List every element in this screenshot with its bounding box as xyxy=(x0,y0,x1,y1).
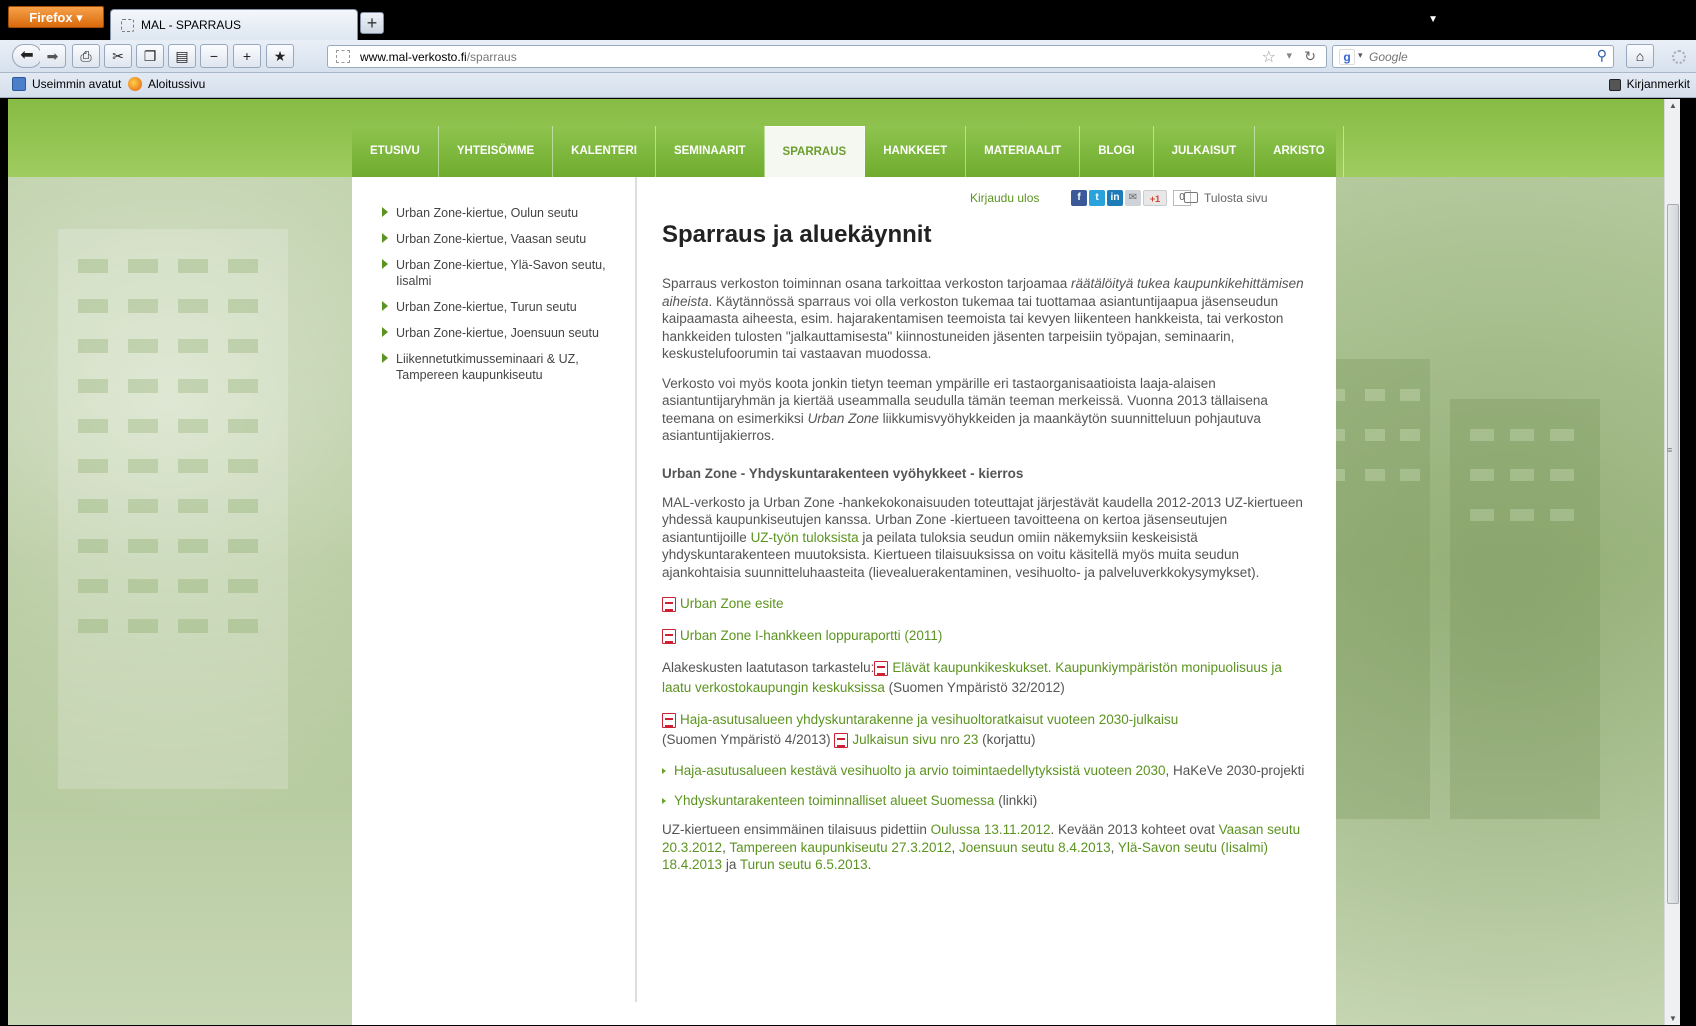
linkedin-icon[interactable]: in xyxy=(1107,190,1123,206)
events-paragraph: UZ-kiertueen ensimmäinen tilaisuus pidettiin Oulussa 13.11.2012. Kevään 2013 kohteet ovat Vaasan seutu 20.3.2012, Tampereen kaupunkiseutu 27.3.2012, Joensuun seutu 8.4.2013, Ylä-Savon seutu (Iisalmi) 18.4.2013 ja Turun seutu 6.5.2013. xyxy=(662,822,1301,872)
page-icon xyxy=(121,19,134,32)
nav-arkisto[interactable]: ARKISTO xyxy=(1255,126,1344,177)
subcentre-paragraph: Alakeskusten laatutason tarkastelu: Elävät kaupunkikeskukset. Kaupunkiympäristön monipuolisuus ja laatu verkostokaupungin keskuksissa (Suomen Ympäristö 32/2012) xyxy=(662,660,1282,695)
urban-zone-brochure-link[interactable]: Urban Zone esite xyxy=(680,596,784,611)
copy-icon[interactable]: ❐ xyxy=(136,44,164,68)
nav-hankkeet[interactable]: HANKKEET xyxy=(865,126,966,177)
rural-paragraph: Haja-asutusalueen yhdyskuntarakenne ja vesihuoltoratkaisut vuoteen 2030-julkaisu (Suomen Ympäristö 4/2013) Julkaisun sivu nro 23 (korjattu) xyxy=(662,712,1179,747)
nav-materiaalit[interactable]: MATERIAALIT xyxy=(966,126,1080,177)
page-23-link[interactable]: Julkaisun sivu nro 23 xyxy=(852,732,979,747)
nav-yhteisomme[interactable]: YHTEISÖMME xyxy=(439,126,553,177)
bookmarks-menu-icon xyxy=(1609,79,1621,91)
bookmark-most-visited[interactable]: Useimmin avatut xyxy=(12,77,121,91)
search-input[interactable] xyxy=(1369,48,1579,65)
event-tampere-link[interactable]: Tampereen kaupunkiseutu 27.3.2012 xyxy=(729,839,952,855)
event-joensuu-link[interactable]: Joensuun seutu 8.4.2013 xyxy=(959,839,1111,855)
nav-seminaarit[interactable]: SEMINAARIT xyxy=(656,126,765,177)
site-main-nav xyxy=(352,126,1336,177)
scroll-down-arrow-icon[interactable]: ▼ xyxy=(1669,1014,1677,1023)
sidebar-item-turku[interactable]: Urban Zone-kiertue, Turun seutu xyxy=(352,299,635,315)
background-building-left xyxy=(48,189,338,809)
event-oulu-link[interactable]: Oulussa 13.11.2012 xyxy=(930,822,1051,837)
bookmarks-toolbar xyxy=(0,73,1696,98)
facebook-icon[interactable]: f xyxy=(1071,190,1087,206)
browser-tab-bar xyxy=(0,0,1696,40)
back-button[interactable]: ⬅ xyxy=(12,44,42,68)
navigation-toolbar xyxy=(0,40,1696,73)
forward-button[interactable]: ➡ xyxy=(40,44,66,68)
url-host: www.mal-verkosto.fi xyxy=(360,50,467,64)
url-path: /sparraus xyxy=(466,50,517,64)
pdf-icon xyxy=(834,733,848,748)
link-arrow-icon xyxy=(662,768,666,774)
sidebar-item-vaasa[interactable]: Urban Zone-kiertue, Vaasan seutu xyxy=(352,231,635,247)
google-icon[interactable]: g xyxy=(1339,49,1355,65)
pdf-icon xyxy=(662,713,676,728)
tab-title: MAL - SPARRAUS xyxy=(141,18,242,32)
bullet-arrow-icon xyxy=(382,259,388,269)
scrollbar-thumb[interactable] xyxy=(1667,204,1679,904)
functional-areas-link[interactable]: Yhdyskuntarakenteen toiminnalliset alueet Suomessa xyxy=(674,792,995,808)
email-icon[interactable]: ✉ xyxy=(1125,190,1141,206)
background-building-right xyxy=(1290,339,1620,839)
section-heading: Urban Zone - Yhdyskuntarakenteen vyöhykkeet - kierros xyxy=(662,465,1024,481)
most-visited-icon xyxy=(12,77,26,91)
new-tab-button[interactable]: + xyxy=(360,12,384,34)
logout-link[interactable]: Kirjaudu ulos xyxy=(970,191,1040,205)
utility-bar xyxy=(662,191,1306,211)
address-bar[interactable] xyxy=(327,45,1327,68)
bullet-arrow-icon xyxy=(382,353,388,363)
share-count: 0 xyxy=(1173,190,1191,206)
sidebar-item-tampere[interactable]: Liikennetutkimusseminaari & UZ, Tampereen kaupunkiseutu xyxy=(352,351,635,383)
scroll-up-arrow-icon[interactable]: ▲ xyxy=(1669,101,1677,110)
vertical-scrollbar[interactable] xyxy=(1664,99,1680,1025)
nav-etusivu[interactable]: ETUSIVU xyxy=(352,126,439,177)
firefox-menu-button[interactable]: Firefox ▾ xyxy=(8,6,104,28)
browser-tab[interactable] xyxy=(110,9,358,40)
sidebar-item-oulu[interactable]: Urban Zone-kiertue, Oulun seutu xyxy=(352,205,635,221)
loading-icon xyxy=(1672,50,1686,64)
print-icon[interactable]: ⎙ xyxy=(72,44,100,68)
paste-icon[interactable]: ▤ xyxy=(168,44,196,68)
event-yla-savo-link[interactable]: Ylä-Savon seutu (Iisalmi) 18.4.2013 xyxy=(662,839,1268,872)
pdf-icon xyxy=(662,629,676,644)
page-viewport xyxy=(8,99,1680,1025)
printer-icon xyxy=(1184,192,1198,203)
nav-blogi[interactable]: BLOGI xyxy=(1080,126,1153,177)
bookmarks-menu-button[interactable]: Kirjanmerkit xyxy=(1609,77,1690,91)
cut-icon[interactable]: ✂ xyxy=(104,44,132,68)
zoom-in-button[interactable]: + xyxy=(233,44,261,68)
print-page-link[interactable]: Tulosta sivu xyxy=(1184,191,1268,205)
bullet-arrow-icon xyxy=(382,327,388,337)
nav-kalenteri[interactable]: KALENTERI xyxy=(553,126,656,177)
pdf-icon xyxy=(662,597,676,612)
intro-paragraph: Sparraus verkoston toiminnan osana tarkoittaa verkoston tarjoamaa räätälöityä tukea kaupunkikehittämisen aiheista. Käytännössä sparraus voi olla verkoston tukemaa tai tuottamaa asiantuntijaapua jäsenseudun kaipaamasta aiheesta, esim. hajarakentamisen teemoista tai kevyen liikenteen hankkeista, tai verkoston hankkeiden tulosten "jalkauttamisesta" kiinnostuneiden jäsenten tarpeisiin työpajan, seminaarin, keskustelufoorumin tai vastaavan muodossa. xyxy=(662,276,1304,361)
search-engine-dropdown-icon[interactable]: ▾ xyxy=(1358,50,1363,60)
bullet-arrow-icon xyxy=(382,301,388,311)
bullet-arrow-icon xyxy=(382,233,388,243)
uz-results-link[interactable]: UZ-työn tuloksista xyxy=(750,529,859,545)
page-title: Sparraus ja aluekäynnit xyxy=(662,221,932,248)
tab-list-chevron-icon[interactable]: ▼ xyxy=(1428,14,1438,25)
nav-julkaisut[interactable]: JULKAISUT xyxy=(1154,126,1256,177)
functional-areas-paragraph: Yhdyskuntarakenteen toiminnalliset alueet Suomessa (linkki) xyxy=(662,792,1306,810)
nav-sparraus[interactable]: SPARRAUS xyxy=(765,126,866,177)
history-dropdown-icon[interactable]: ▾ xyxy=(1286,50,1292,62)
link-arrow-icon xyxy=(662,798,666,804)
elavat-kaupunkikeskukset-link[interactable]: Elävät kaupunkikeskukset. Kaupunkiympäristön monipuolisuus ja laatu verkostokaupungin keskuksissa xyxy=(662,660,1282,695)
search-bar[interactable] xyxy=(1332,45,1614,68)
pdf-icon xyxy=(874,661,888,676)
home-button[interactable]: ⌂ xyxy=(1626,44,1654,68)
event-vaasa-link[interactable]: Vaasan seutu 20.3.2012 xyxy=(662,822,1301,855)
main-content xyxy=(639,177,1336,1025)
scrollbar-grip-icon: ≡ xyxy=(1667,445,1673,455)
event-turku-link[interactable]: Turun seutu 6.5.2013 xyxy=(739,857,868,872)
share-buttons xyxy=(1071,190,1191,206)
site-identity-icon xyxy=(336,50,350,63)
zoom-out-button[interactable]: − xyxy=(200,44,228,68)
haja-asutusalue-report-link[interactable]: Haja-asutusalueen yhdyskuntarakenne ja vesihuoltoratkaisut vuoteen 2030-julkaisu xyxy=(680,712,1179,727)
content-panel xyxy=(352,177,1336,1025)
urban-zone-report-link[interactable]: Urban Zone I-hankkeen loppuraportti (2011) xyxy=(680,627,943,643)
reload-icon[interactable]: ↻ xyxy=(1304,48,1316,64)
bullet-arrow-icon xyxy=(382,207,388,217)
second-paragraph: Verkosto voi myös koota jonkin tietyn teeman ympärille eri tastaorganisaatioista laaja-alaisen asiantuntijaryhmän ja kiertää useammalla seudulla tämän teeman merkeissä. Vuonna 2013 tällaisena teemana on esimerkiksi Urban Zone liikkumisvyöhykkeiden ja maankäytön suunnitteluun pohjautuva asiantuntijakierros. xyxy=(662,375,1268,443)
firefox-icon xyxy=(128,77,142,91)
google-plus-button[interactable]: +1 xyxy=(1143,190,1167,206)
sidebar-item-yla-savo[interactable]: Urban Zone-kiertue, Ylä-Savon seutu, Iisalmi xyxy=(352,257,635,289)
hakeve-link[interactable]: Haja-asutusalueen kestävä vesihuolto ja arvio toimintaedellytyksistä vuoteen 2030 xyxy=(674,763,1166,778)
search-icon[interactable]: ⚲ xyxy=(1596,47,1607,63)
bookmark-start-page[interactable]: Aloitussivu xyxy=(128,77,205,91)
pdf-link-row xyxy=(662,627,1306,645)
sidebar-item-joensuu[interactable]: Urban Zone-kiertue, Joensuun seutu xyxy=(352,325,635,341)
bookmark-star-icon[interactable]: ☆ xyxy=(1261,49,1276,66)
tour-paragraph: MAL-verkosto ja Urban Zone -hankekokonaisuuden toteuttajat järjestävät kaudella 2012-2013 UZ-kiertueen yhdessä kaupunkiseutujen kanssa. Urban Zone -kiertueen tavoitteena on kertoa jäsenseutujen asiantuntijoille UZ-työn tuloksista ja peilata tuloksia seudun omiin näkemyksiin keskeisistä yhdyskuntarakenteen muutoksista. Kiertueen tilaisuuksissa on voitu käsitellä myös muita seudun ajankohtaisia suunnitteluhaasteita (lievealuerakentaminen, vesihuolto- ja palveluverkkokysymykset). xyxy=(662,494,1303,580)
bookmarks-icon[interactable]: ★ xyxy=(266,44,294,68)
hakeve-paragraph: Haja-asutusalueen kestävä vesihuolto ja arvio toimintaedellytyksistä vuoteen 2030, HaKeVe 2030-projekti xyxy=(662,762,1306,780)
sidebar-nav xyxy=(352,177,637,1002)
pdf-link-row xyxy=(662,595,1306,613)
twitter-icon[interactable]: t xyxy=(1089,190,1105,206)
